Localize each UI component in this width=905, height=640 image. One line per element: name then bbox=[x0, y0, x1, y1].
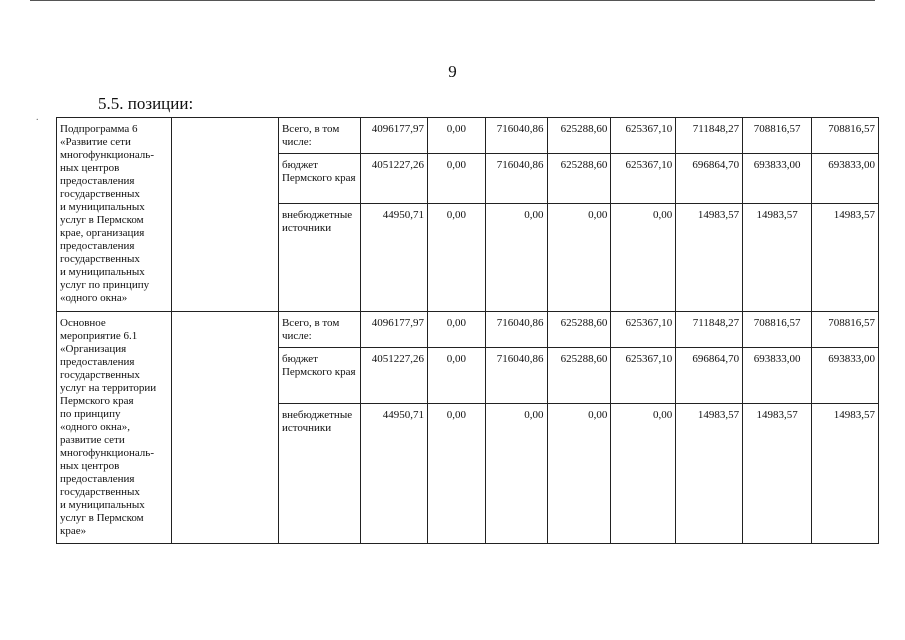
amount-cell: 0,00 bbox=[427, 348, 485, 404]
amount-cell: 0,00 bbox=[427, 154, 485, 204]
amount-cell: 0,00 bbox=[485, 204, 547, 312]
funding-source-cell: внебюджетные источники bbox=[278, 404, 360, 544]
amount-cell: 44950,71 bbox=[361, 404, 428, 544]
amount-cell: 625367,10 bbox=[611, 154, 676, 204]
margin-mark: . bbox=[36, 112, 39, 123]
top-border-line bbox=[30, 0, 875, 1]
amount-cell: 625367,10 bbox=[611, 348, 676, 404]
amount-cell: 716040,86 bbox=[485, 312, 547, 348]
funding-source-cell: бюджет Пермского края bbox=[278, 154, 360, 204]
amount-cell: 708816,57 bbox=[743, 118, 812, 154]
amount-cell: 693833,00 bbox=[812, 348, 879, 404]
program-name-cell bbox=[57, 118, 172, 312]
amount-cell: 14983,57 bbox=[676, 404, 743, 544]
amount-cell: 14983,57 bbox=[743, 204, 812, 312]
table-body bbox=[57, 118, 879, 544]
amount-cell: 0,00 bbox=[611, 204, 676, 312]
program-name: Подпрограмма 6 «Развитие сети многофункциональ- ных центров предоставления государственных и муниципальных услуг в Пермском крае, организация предоставления государственных и муниципальных услуг по принципу «одного окна» bbox=[60, 123, 154, 304]
program-name-cell bbox=[57, 312, 172, 544]
amount-cell: 44950,71 bbox=[361, 204, 428, 312]
amount-cell: 0,00 bbox=[427, 312, 485, 348]
funding-source-cell: Всего, в том числе: bbox=[278, 118, 360, 154]
amount-cell: 0,00 bbox=[547, 404, 611, 544]
page-number: 9 bbox=[448, 62, 457, 81]
amount-cell: 708816,57 bbox=[743, 312, 812, 348]
amount-cell: 711848,27 bbox=[676, 118, 743, 154]
amount-cell: 14983,57 bbox=[743, 404, 812, 544]
table-row bbox=[57, 118, 879, 154]
amount-cell: 693833,00 bbox=[812, 154, 879, 204]
amount-cell: 0,00 bbox=[427, 118, 485, 154]
amount-cell: 693833,00 bbox=[743, 348, 812, 404]
amount-cell: 14983,57 bbox=[812, 404, 879, 544]
amount-cell: 4096177,97 bbox=[361, 312, 428, 348]
funding-source-cell: бюджет Пермского края bbox=[278, 348, 360, 404]
executor-cell bbox=[171, 312, 278, 544]
amount-cell: 625288,60 bbox=[547, 154, 611, 204]
amount-cell: 625288,60 bbox=[547, 118, 611, 154]
amount-cell: 14983,57 bbox=[676, 204, 743, 312]
funding-source-cell: внебюджетные источники bbox=[278, 204, 360, 312]
amount-cell: 696864,70 bbox=[676, 154, 743, 204]
amount-cell: 716040,86 bbox=[485, 154, 547, 204]
section-title: 5.5. позиции: bbox=[98, 94, 194, 113]
amount-cell: 693833,00 bbox=[743, 154, 812, 204]
amount-cell: 625367,10 bbox=[611, 118, 676, 154]
amount-cell: 625288,60 bbox=[547, 312, 611, 348]
amount-cell: 696864,70 bbox=[676, 348, 743, 404]
amount-cell: 708816,57 bbox=[812, 118, 879, 154]
amount-cell: 14983,57 bbox=[812, 204, 879, 312]
amount-cell: 4051227,26 bbox=[361, 154, 428, 204]
amount-cell: 0,00 bbox=[427, 204, 485, 312]
amount-cell: 625367,10 bbox=[611, 312, 676, 348]
amount-cell: 0,00 bbox=[547, 204, 611, 312]
amount-cell: 708816,57 bbox=[812, 312, 879, 348]
amount-cell: 716040,86 bbox=[485, 348, 547, 404]
amount-cell: 0,00 bbox=[427, 404, 485, 544]
amount-cell: 4051227,26 bbox=[361, 348, 428, 404]
funding-source-cell: Всего, в том числе: bbox=[278, 312, 360, 348]
amount-cell: 4096177,97 bbox=[361, 118, 428, 154]
program-name: Основное мероприятие 6.1 «Организация предоставления государственных услуг на территории Пермского края по принципу «одного окна», развитие сети многофункциональ- ных центров предоставления государственных и муниципальных услуг в Пермском крае» bbox=[60, 317, 157, 537]
amount-cell: 625288,60 bbox=[547, 348, 611, 404]
amount-cell: 716040,86 bbox=[485, 118, 547, 154]
table-row bbox=[57, 312, 879, 348]
amount-cell: 0,00 bbox=[611, 404, 676, 544]
executor-cell bbox=[171, 118, 278, 312]
amount-cell: 0,00 bbox=[485, 404, 547, 544]
amount-cell: 711848,27 bbox=[676, 312, 743, 348]
positions-table bbox=[56, 117, 879, 544]
